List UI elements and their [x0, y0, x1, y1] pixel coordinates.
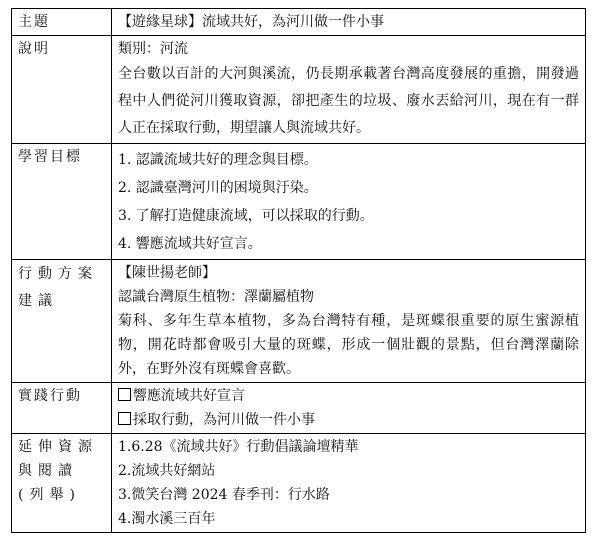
reading-item: 4.濁水溪三百年 — [118, 511, 216, 527]
practice-label: 實踐行動 — [12, 383, 112, 434]
lesson-plan-table — [11, 8, 586, 533]
suggestion-text: 菊科、多年生草本植物，多為台灣特有種，是斑蝶很重要的原生蜜源植物，開花時都會吸引大量的斑蝶，形成一個壯觀的景點，但台灣澤蘭除外，在野外沒有斑蝶會喜歡。 — [118, 313, 579, 377]
goals-label: 學習目標 — [12, 144, 112, 260]
description-text: 全台數以百計的大河與溪流，仍長期承載著台灣高度發展的重擔，開發過程中人們從河川獲取資源，卻把產生的垃圾、廢水丟給河川，現在有一群人正在採取行動，期望讓人與流域共好。 — [118, 66, 579, 136]
practice-option-label: 採取行動，為河川做一件小事 — [133, 412, 315, 428]
description-content — [112, 36, 586, 144]
practice-content — [112, 383, 586, 434]
checkbox[interactable] — [118, 412, 131, 425]
checkbox[interactable] — [118, 388, 131, 401]
suggestion-row — [12, 260, 586, 383]
reading-row — [12, 434, 586, 533]
goals-row — [12, 144, 586, 260]
topic-value: 【遊緣星球】流域共好，為河川做一件小事 — [112, 9, 586, 36]
topic-row — [12, 9, 586, 36]
reading-item: 2.流域共好網站 — [118, 463, 216, 479]
reading-item: 3.微笑台灣 2024 春季刊：行水路 — [118, 487, 330, 503]
practice-option-label: 響應流域共好宣言 — [133, 388, 245, 404]
practice-option[interactable] — [118, 408, 579, 432]
description-row — [12, 36, 586, 144]
practice-option[interactable] — [118, 384, 579, 408]
description-label: 說明 — [12, 36, 112, 144]
goals-content — [112, 144, 586, 260]
practice-row — [12, 383, 586, 434]
reading-item: 1.6.28《流域共好》行動倡議論壇精華 — [118, 439, 359, 455]
goal-item: 1. 認識流域共好的理念與目標。 — [118, 152, 318, 168]
suggestion-label: 行動方案建議 — [12, 260, 112, 383]
suggestion-subtitle: 認識台灣原生植物：澤蘭屬植物 — [118, 289, 314, 305]
teacher-name: 【陳世揚老師】 — [118, 265, 216, 281]
suggestion-content — [112, 260, 586, 383]
goal-item: 3. 了解打造健康流域，可以採取的行動。 — [118, 208, 374, 224]
reading-content — [112, 434, 586, 533]
topic-label: 主題 — [12, 9, 112, 36]
reading-label: 延伸資源與閱讀(列舉) — [12, 434, 112, 533]
goal-item: 4. 響應流域共好宣言。 — [118, 236, 262, 252]
goal-item: 2. 認識臺灣河川的困境與汙染。 — [118, 180, 318, 196]
category-text: 類別：河流 — [118, 41, 188, 57]
